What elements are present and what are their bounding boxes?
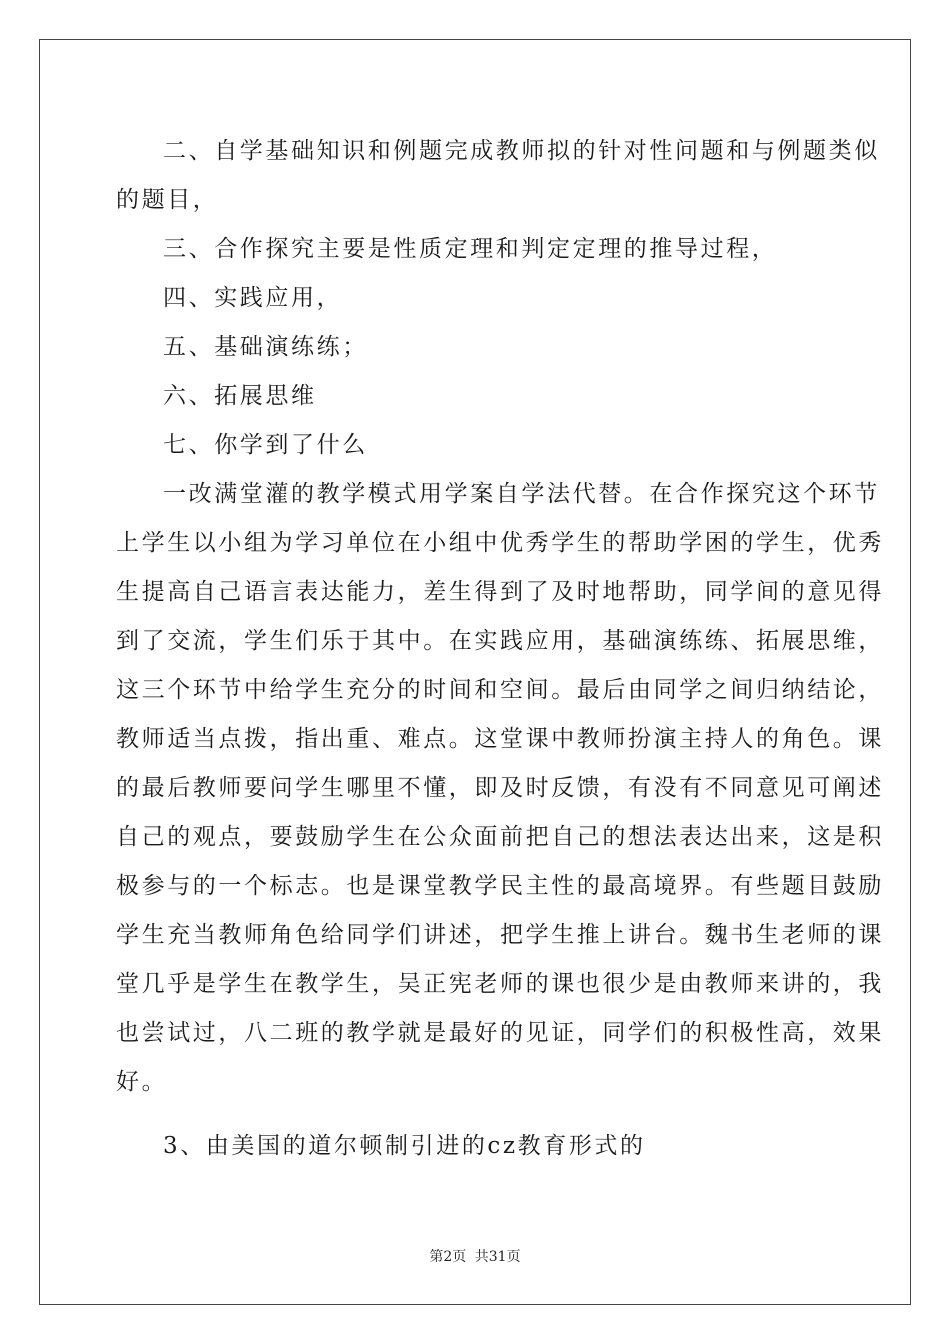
text-line: 七、你学到了什么 [163, 432, 368, 458]
text-line: 六、拓展思维 [163, 383, 317, 409]
text-line: 教师适当点拨，指出重、难点。这堂课中教师扮演主持人的角色。课 [116, 726, 884, 752]
text-line: 一改满堂灌的教学模式用学案自学法代替。在合作探究这个环节 [163, 481, 880, 507]
page-footer [0, 1246, 950, 1266]
text-line: 也尝试过，八二班的教学就是最好的见证，同学们的积极性高，效果 [116, 1020, 884, 1046]
text-line: 五、基础演练练； [163, 334, 368, 360]
text-line: 自己的观点，要鼓励学生在公众面前把自己的想法表达出来，这是积 [116, 824, 884, 850]
document-body [116, 127, 884, 1171]
text-line: 学生充当教师角色给同学们讲述，把学生推上讲台。魏书生老师的课 [116, 922, 884, 948]
text-line: 3、由美国的道尔顿制引进的cz教育形式的 [163, 1133, 646, 1159]
text-line: 四、实践应用， [163, 285, 343, 311]
text-line: 二、自学基础知识和例题完成教师拟的针对性问题和与例题类似 [163, 138, 880, 164]
page-total: 共31页 [474, 1249, 521, 1265]
text-line: 的题目， [116, 187, 219, 213]
text-line: 上学生以小组为学习单位在小组中优秀学生的帮助学困的学生，优秀 [116, 530, 884, 556]
text-line: 到了交流，学生们乐于其中。在实践应用，基础演练练、拓展思维， [116, 628, 884, 654]
text-line: 好。 [116, 1069, 168, 1095]
text-line: 生提高自己语言表达能力，差生得到了及时地帮助，同学间的意见得 [116, 579, 884, 605]
text-line: 三、合作探究主要是性质定理和判定定理的推导过程， [163, 236, 778, 262]
text-line: 堂几乎是学生在教学生，吴正宪老师的课也很少是由教师来讲的，我 [116, 971, 884, 997]
text-line: 这三个环节中给学生充分的时间和空间。最后由同学之间归纳结论， [116, 677, 884, 703]
text-line: 极参与的一个标志。也是课堂教学民主性的最高境界。有些题目鼓励 [116, 873, 884, 899]
text-line: 的最后教师要问学生哪里不懂，即及时反馈，有没有不同意见可阐述 [116, 775, 884, 801]
page-number: 第2页 [429, 1249, 467, 1265]
